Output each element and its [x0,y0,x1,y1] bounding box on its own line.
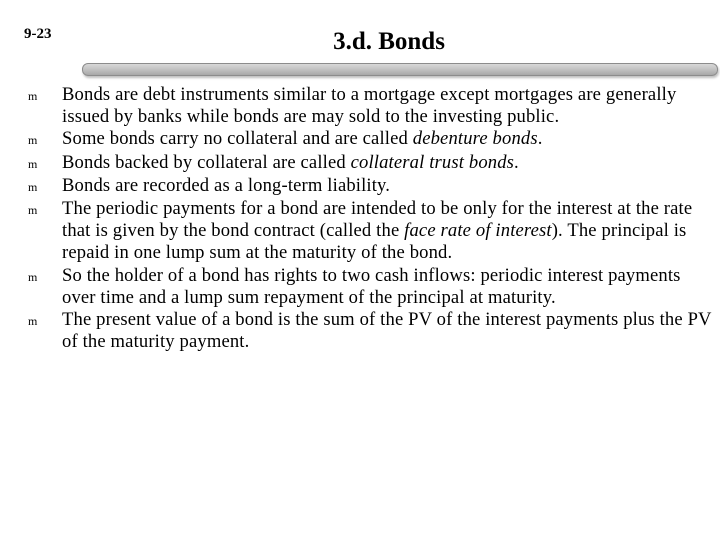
bullet-icon: m [28,156,38,171]
bullet-text [62,84,718,128]
bullet-text-segment: Bonds backed by collateral are called [62,151,351,173]
emphasized-term: debenture bonds [412,128,538,150]
bullet-icon: m [28,314,38,329]
slide-number: 9-23 [24,26,52,42]
bullet-text-segment: . [514,151,519,173]
bullet-text-segment: So the holder of a bond has rights to two cash inflows: periodic interest payments over time and a lump sum repayment of the principal at maturity. [62,264,681,308]
bullet-icon: m [28,203,38,218]
bullet-text-segment: Some bonds carry no collateral and are called [62,128,413,150]
bullet-item [28,175,718,198]
bullet-text-segment: The periodic payments for a bond are intended to be only for the interest at the rate that is given by the bond contract (called the [62,198,693,242]
bullet-text-segment: The present value of a bond is the sum of the PV of the interest payments plus the PV of the maturity payment. [62,309,712,353]
bullet-text [62,198,718,265]
bullet-icon: m [28,89,38,103]
bullet-text [62,152,718,174]
bullet-item [28,152,718,175]
emphasized-term: face rate of interest [404,220,552,242]
bullet-text-segment: . [537,128,543,150]
slide-title: 3.d. Bonds [333,28,445,55]
bullet-text-segment: ). The principal is repaid in one lump sum at the maturity of the bond. [62,220,687,264]
bullet-text-segment: Bonds are debt instruments similar to a mortgage except mortgages are generally issued by banks while bonds are may sold to the investing public. [62,84,677,128]
bullet-item [28,128,718,151]
bullet-item [28,198,718,265]
emphasized-term: collateral trust bonds [350,151,515,173]
title-underline-bar [82,63,718,76]
bullet-text [62,175,718,197]
bullet-icon: m [28,133,38,148]
bullet-item [28,265,718,309]
bullet-item [28,309,718,353]
bullet-text [62,265,718,309]
bullet-list [28,84,718,353]
bullet-text [62,309,718,353]
bullet-icon: m [28,269,38,284]
bullet-text [62,128,718,150]
bullet-item [28,84,718,128]
bullet-text-segment: Bonds are recorded as a long-term liability. [62,174,391,196]
bullet-icon: m [28,179,38,194]
